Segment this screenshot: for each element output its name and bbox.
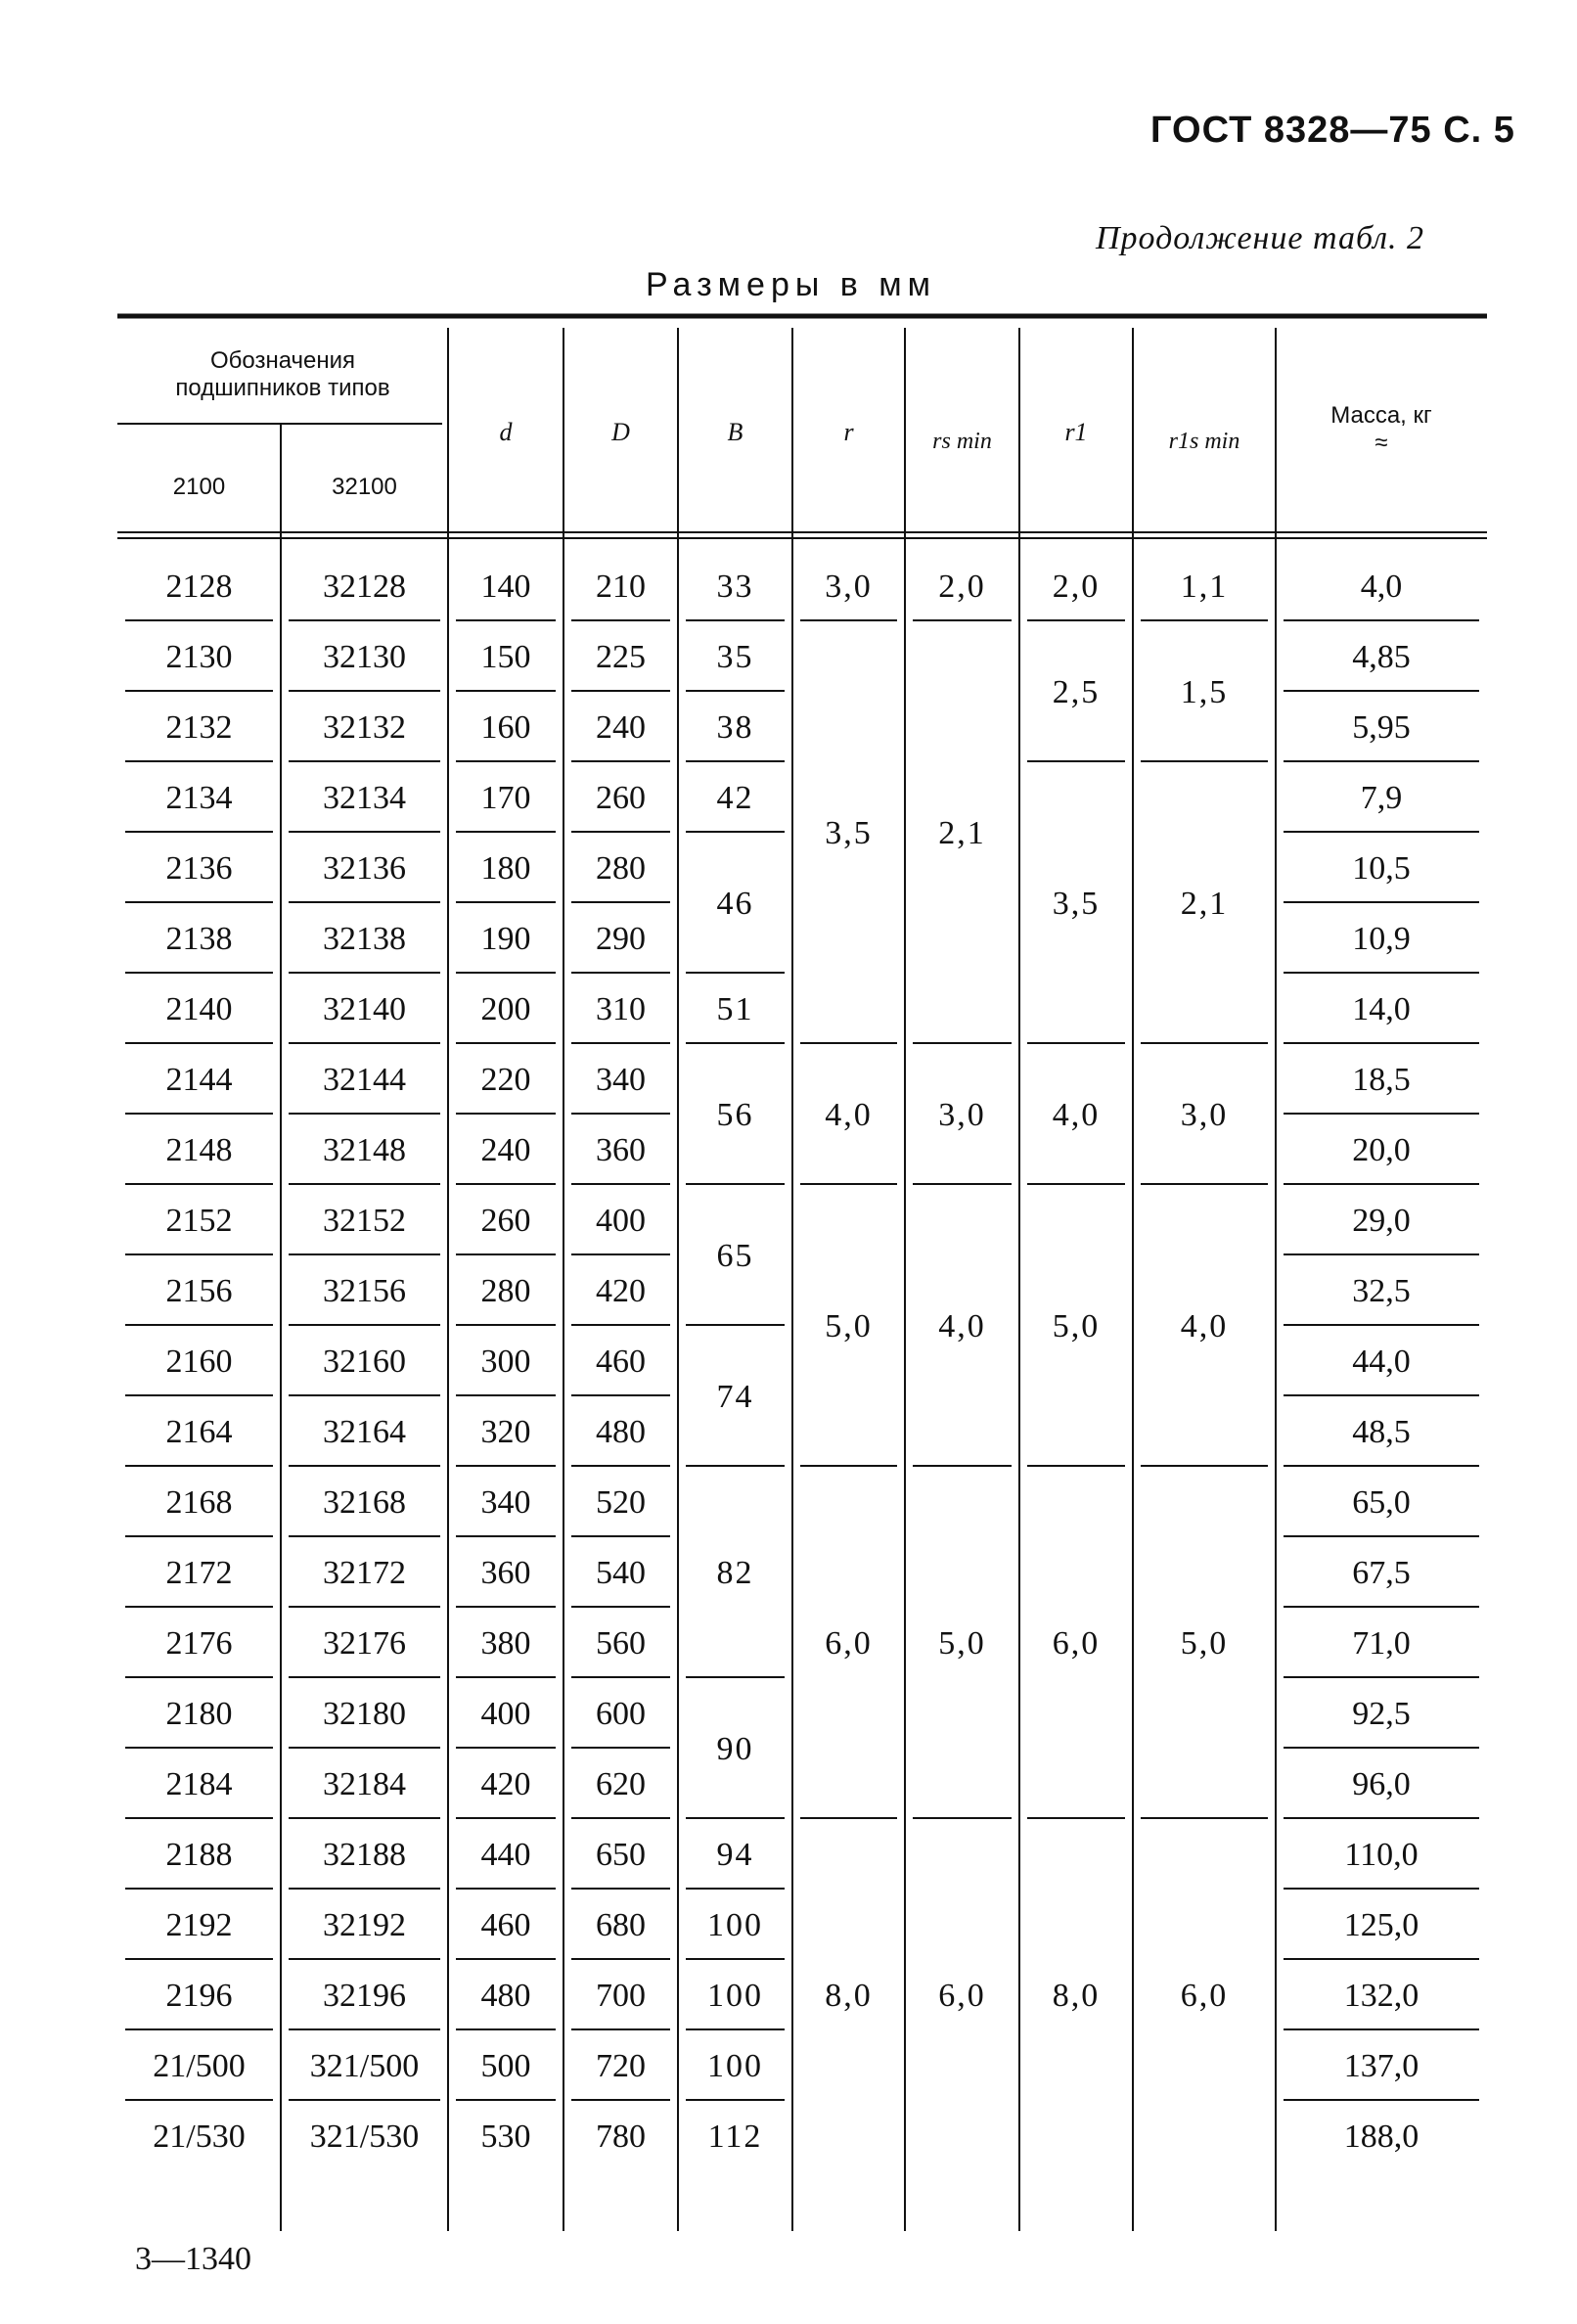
table-cell-d: 340 <box>480 1484 531 1521</box>
table-cell-t2100: 21/530 <box>153 2119 246 2155</box>
rs-cell-value: 5,0 <box>938 1625 986 1662</box>
table-cell-D: 700 <box>596 1978 646 2014</box>
r1-cell-value: 2,0 <box>1052 569 1101 605</box>
table-cell-mass: 110,0 <box>1344 1837 1419 1873</box>
table-cell-d: 190 <box>480 921 531 957</box>
table-cell-t2100: 2138 <box>165 921 233 957</box>
table-cell-D: 400 <box>596 1203 646 1239</box>
rs-cell-value: 2,0 <box>938 569 986 605</box>
B-cell-value: 82 <box>716 1555 754 1591</box>
table-cell-t2100: 2140 <box>165 991 233 1027</box>
table-cell-t32100: 32168 <box>323 1484 406 1521</box>
table-cell-t2100: 2134 <box>165 780 233 816</box>
r-cell-value: 5,0 <box>825 1308 873 1344</box>
header-designations: Обозначения <box>209 347 356 374</box>
table-cell-t32100: 32196 <box>323 1978 406 2014</box>
table-cell-t2100: 2196 <box>165 1978 233 2014</box>
table-cell-D: 620 <box>596 1766 646 1802</box>
table-cell-t2100: 2164 <box>165 1414 233 1450</box>
B-cell-value: 46 <box>716 886 754 922</box>
table-cell-t32100: 321/530 <box>309 2119 420 2155</box>
table-cell-mass: 125,0 <box>1343 1907 1419 1943</box>
table-cell-D: 290 <box>596 921 646 957</box>
table-cell-mass: 4,0 <box>1360 569 1403 605</box>
r1s-cell-value: 1,5 <box>1180 674 1229 710</box>
table-cell-D: 650 <box>596 1837 646 1873</box>
r-cell-value: 8,0 <box>825 1978 873 2014</box>
table-cell-d: 320 <box>480 1414 531 1450</box>
B-cell-value: 94 <box>716 1837 754 1873</box>
table-cell-d: 280 <box>480 1273 531 1309</box>
table-cell-mass: 4,85 <box>1352 639 1411 675</box>
table-cell-D: 480 <box>596 1414 646 1450</box>
units-caption: Размеры в мм <box>646 266 937 303</box>
header-r1: r1 <box>1064 418 1088 446</box>
r1-cell-value: 6,0 <box>1052 1625 1101 1662</box>
table-cell-mass: 65,0 <box>1352 1484 1411 1521</box>
page-code: 3—1340 <box>135 2241 251 2277</box>
table-cell-mass: 7,9 <box>1360 780 1403 816</box>
table-cell-t32100: 32134 <box>323 780 406 816</box>
r-cell-value: 4,0 <box>825 1097 873 1133</box>
table-cell-d: 440 <box>480 1837 531 1873</box>
B-cell-value: 56 <box>716 1097 754 1133</box>
table-cell-t2100: 2128 <box>165 569 233 605</box>
table-cell-mass: 48,5 <box>1352 1414 1411 1450</box>
table-cell-d: 420 <box>480 1766 531 1802</box>
r1-cell-value: 3,5 <box>1052 886 1101 922</box>
table-cell-mass: 137,0 <box>1343 2048 1419 2084</box>
header-D: D <box>611 418 630 446</box>
r-cell-value: 3,0 <box>825 569 873 605</box>
table-cell-t2100: 21/500 <box>153 2048 246 2084</box>
table-cell-t32100: 32188 <box>323 1837 406 1873</box>
header-type-32100: 32100 <box>332 474 397 500</box>
table-cell-D: 680 <box>596 1907 646 1943</box>
continuation-note: Продолжение табл. 2 <box>1096 220 1425 256</box>
table-cell-t32100: 32192 <box>323 1907 406 1943</box>
table-cell-D: 780 <box>596 2119 646 2155</box>
table-cell-t2100: 2184 <box>165 1766 233 1802</box>
B-cell-value: 100 <box>707 2048 763 2084</box>
table-cell-d: 160 <box>480 709 531 746</box>
table-cell-D: 560 <box>596 1625 646 1662</box>
rs-cell-value: 2,1 <box>938 815 986 851</box>
table-cell-t2100: 2172 <box>165 1555 233 1591</box>
table-cell-t2100: 2148 <box>165 1132 233 1168</box>
table-cell-D: 360 <box>596 1132 646 1168</box>
table-cell-t32100: 32176 <box>323 1625 406 1662</box>
table-cell-t2100: 2156 <box>165 1273 233 1309</box>
r1-cell-value: 2,5 <box>1052 674 1101 710</box>
header-type-2100: 2100 <box>172 474 226 500</box>
table-cell-t2100: 2132 <box>165 709 233 746</box>
table-cell-t2100: 2160 <box>165 1344 233 1380</box>
table-cell-t2100: 2192 <box>165 1907 233 1943</box>
r-cell-value: 3,5 <box>825 815 873 851</box>
table-cell-D: 460 <box>596 1344 646 1380</box>
table-cell-t2100: 2130 <box>165 639 233 675</box>
table-cell-t32100: 32156 <box>323 1273 406 1309</box>
table-cell-mass: 10,9 <box>1352 921 1411 957</box>
table-cell-D: 210 <box>596 569 646 605</box>
header-mass-approx: ≈ <box>1374 430 1388 456</box>
table-cell-D: 540 <box>596 1555 646 1591</box>
table-cell-mass: 96,0 <box>1352 1766 1411 1802</box>
table-cell-mass: 67,5 <box>1352 1555 1411 1591</box>
standard-code: ГОСТ 8328—75 С. 5 <box>1150 110 1515 151</box>
header-designations: подшипников типов <box>175 375 390 401</box>
table-cell-mass: 71,0 <box>1352 1625 1411 1662</box>
table-cell-D: 720 <box>596 2048 646 2084</box>
table-cell-t32100: 32140 <box>323 991 406 1027</box>
table-cell-mass: 18,5 <box>1352 1062 1411 1098</box>
table-cell-mass: 32,5 <box>1352 1273 1411 1309</box>
B-cell-value: 100 <box>707 1907 763 1943</box>
table-cell-d: 480 <box>480 1978 531 2014</box>
table-cell-t2100: 2152 <box>165 1203 233 1239</box>
header-B: B <box>727 418 743 446</box>
table-cell-t32100: 32148 <box>323 1132 406 1168</box>
B-cell-value: 100 <box>707 1978 763 2014</box>
r1s-cell-value: 3,0 <box>1180 1097 1229 1133</box>
r1s-cell-value: 1,1 <box>1180 569 1229 605</box>
table-cell-d: 220 <box>480 1062 531 1098</box>
table-cell-d: 150 <box>480 639 531 675</box>
table-cell-t32100: 32130 <box>323 639 406 675</box>
B-cell-value: 65 <box>716 1238 754 1274</box>
B-cell-value: 35 <box>716 639 754 675</box>
rs-cell-value: 4,0 <box>938 1308 986 1344</box>
header-r1s-min: r1s min <box>1168 429 1240 454</box>
table-cell-mass: 44,0 <box>1352 1344 1411 1380</box>
r1s-cell-value: 2,1 <box>1180 886 1229 922</box>
table-cell-d: 380 <box>480 1625 531 1662</box>
header-rs-min: rs min <box>932 429 992 454</box>
table-cell-t32100: 32136 <box>323 850 406 887</box>
table-cell-D: 310 <box>596 991 646 1027</box>
r1-cell-value: 8,0 <box>1052 1978 1101 2014</box>
table-cell-D: 340 <box>596 1062 646 1098</box>
header-r: r <box>843 418 854 446</box>
table-cell-mass: 132,0 <box>1343 1978 1419 2014</box>
table-cell-t2100: 2188 <box>165 1837 233 1873</box>
rs-cell-value: 6,0 <box>938 1978 986 2014</box>
table-cell-t32100: 32164 <box>323 1414 406 1450</box>
table-cell-mass: 5,95 <box>1352 709 1411 746</box>
table-cell-mass: 188,0 <box>1343 2119 1419 2155</box>
table-cell-mass: 14,0 <box>1352 991 1411 1027</box>
rs-cell-value: 3,0 <box>938 1097 986 1133</box>
table-cell-d: 170 <box>480 780 531 816</box>
table-cell-t32100: 32132 <box>323 709 406 746</box>
table-cell-mass: 20,0 <box>1352 1132 1411 1168</box>
B-cell-value: 112 <box>707 2119 763 2155</box>
table-cell-d: 260 <box>480 1203 531 1239</box>
table-cell-mass: 10,5 <box>1352 850 1411 887</box>
table-cell-t32100: 32160 <box>323 1344 406 1380</box>
table-cell-t32100: 32138 <box>323 921 406 957</box>
B-cell-value: 33 <box>716 569 754 605</box>
B-cell-value: 74 <box>716 1379 754 1415</box>
r-cell-value: 6,0 <box>825 1625 873 1662</box>
B-cell-value: 90 <box>716 1731 754 1767</box>
table-cell-D: 280 <box>596 850 646 887</box>
table-cell-t32100: 32184 <box>323 1766 406 1802</box>
table-cell-t32100: 32152 <box>323 1203 406 1239</box>
table-cell-t2100: 2180 <box>165 1696 233 1732</box>
table-cell-d: 300 <box>480 1344 531 1380</box>
table-cell-D: 600 <box>596 1696 646 1732</box>
table-cell-d: 140 <box>480 569 531 605</box>
B-cell-value: 51 <box>716 991 754 1027</box>
table-cell-d: 240 <box>480 1132 531 1168</box>
table-cell-D: 240 <box>596 709 646 746</box>
r1s-cell-value: 5,0 <box>1180 1625 1229 1662</box>
table-cell-d: 530 <box>480 2119 531 2155</box>
table-cell-D: 260 <box>596 780 646 816</box>
table-cell-t32100: 32144 <box>323 1062 406 1098</box>
table-cell-t32100: 32180 <box>323 1696 406 1732</box>
header-d: d <box>499 418 513 446</box>
r1-cell-value: 4,0 <box>1052 1097 1101 1133</box>
table-cell-mass: 29,0 <box>1352 1203 1411 1239</box>
table-cell-mass: 92,5 <box>1352 1696 1411 1732</box>
table-cell-D: 420 <box>596 1273 646 1309</box>
r1-cell-value: 5,0 <box>1052 1308 1101 1344</box>
r1s-cell-value: 4,0 <box>1180 1308 1229 1344</box>
table-cell-d: 400 <box>480 1696 531 1732</box>
table-cell-d: 200 <box>480 991 531 1027</box>
table-cell-t32100: 321/500 <box>309 2048 420 2084</box>
table-cell-t32100: 32172 <box>323 1555 406 1591</box>
table-cell-t2100: 2168 <box>165 1484 233 1521</box>
table-cell-t2100: 2176 <box>165 1625 233 1662</box>
header-mass: Масса, кг <box>1330 402 1432 429</box>
table-cell-t2100: 2136 <box>165 850 233 887</box>
table-cell-D: 225 <box>596 639 646 675</box>
table-cell-d: 460 <box>480 1907 531 1943</box>
table-cell-d: 500 <box>480 2048 531 2084</box>
r1s-cell-value: 6,0 <box>1180 1978 1229 2014</box>
table-cell-t32100: 32128 <box>323 569 406 605</box>
table-cell-d: 360 <box>480 1555 531 1591</box>
B-cell-value: 38 <box>716 709 754 746</box>
table-cell-t2100: 2144 <box>165 1062 233 1098</box>
table-cell-D: 520 <box>596 1484 646 1521</box>
B-cell-value: 42 <box>716 780 754 816</box>
table-cell-d: 180 <box>480 850 531 887</box>
